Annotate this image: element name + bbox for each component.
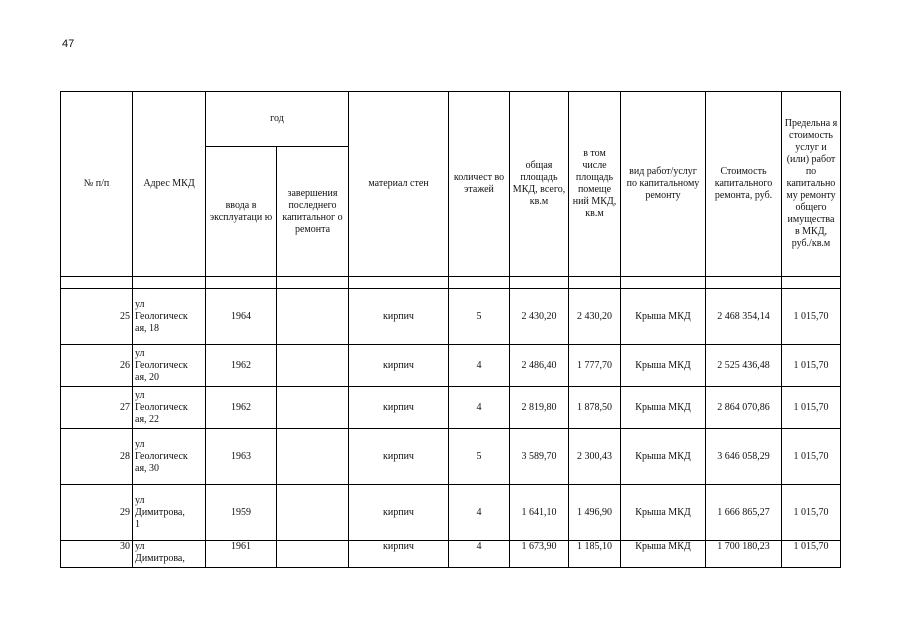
cell-floors: 4 [449, 345, 510, 387]
cell-num: 27 [61, 387, 133, 429]
cell-num: 30 [61, 541, 133, 568]
cell-work-type: Крыша МКД [621, 541, 706, 568]
repair-table [60, 91, 841, 568]
cell-floors: 4 [449, 485, 510, 541]
cell-material: кирпич [349, 429, 449, 485]
address-line: ая, 22 [135, 413, 160, 425]
cell-work-type: Крыша МКД [621, 485, 706, 541]
header-premises-area: в том числе площадь помеще ний МКД, кв.м [569, 92, 621, 277]
cell-max-cost: 1 015,70 [782, 289, 841, 345]
cell-year: 1962 [206, 387, 277, 429]
table-row [61, 429, 841, 485]
header-cost: Стоимость капитального ремонта, руб. [706, 92, 782, 277]
table-row [61, 485, 841, 541]
cell-address [133, 429, 206, 485]
header-row-1 [61, 92, 841, 147]
address-line: ая, 20 [135, 371, 160, 383]
cell-premises-area: 1 777,70 [569, 345, 621, 387]
cell-cost: 1 666 865,27 [706, 485, 782, 541]
cell-cost: 2 468 354,14 [706, 289, 782, 345]
cell-address [133, 387, 206, 429]
address-line: Димитрова, [135, 553, 185, 564]
header-year-built: ввода в эксплуатаци ю [206, 147, 277, 277]
address-line: ая, 18 [135, 322, 160, 334]
address-line: Геологическ [135, 359, 188, 371]
cell-year: 1964 [206, 289, 277, 345]
table-row [61, 289, 841, 345]
table-row [61, 345, 841, 387]
cell-floors: 4 [449, 541, 510, 568]
cell-work-type: Крыша МКД [621, 289, 706, 345]
cell-work-type: Крыша МКД [621, 387, 706, 429]
cell-floors: 4 [449, 387, 510, 429]
header-address: Адрес МКД [133, 92, 206, 277]
address-line: ул [135, 494, 145, 506]
cell-total-area: 2 819,80 [510, 387, 569, 429]
page-number: 47 [62, 38, 75, 50]
cell-premises-area: 2 430,20 [569, 289, 621, 345]
address-line: Геологическ [135, 310, 188, 322]
cell-repair [277, 345, 349, 387]
address-line: ая, 30 [135, 462, 160, 474]
cell-address [133, 541, 206, 568]
cell-material: кирпич [349, 387, 449, 429]
address-line: Димитрова, [135, 506, 185, 518]
address-line: Геологическ [135, 401, 188, 413]
cell-material: кирпич [349, 541, 449, 568]
cell-year: 1962 [206, 345, 277, 387]
header-num: № п/п [61, 92, 133, 277]
cell-premises-area: 1 878,50 [569, 387, 621, 429]
cell-work-type: Крыша МКД [621, 345, 706, 387]
address-line: ул [135, 389, 145, 401]
table-row [61, 541, 841, 568]
header-total-area: общая площадь МКД, всего, кв.м [510, 92, 569, 277]
cell-total-area: 2 430,20 [510, 289, 569, 345]
cell-premises-area: 1 496,90 [569, 485, 621, 541]
cell-repair [277, 541, 349, 568]
header-max-cost: Предельна я стоимость услуг и (или) работ по капитально му ремонту общего имущества в МКД, руб./кв.м [782, 92, 841, 277]
cell-address [133, 289, 206, 345]
cell-premises-area: 1 185,10 [569, 541, 621, 568]
cell-material: кирпич [349, 485, 449, 541]
cell-total-area: 2 486,40 [510, 345, 569, 387]
cell-material: кирпич [349, 289, 449, 345]
cell-num: 25 [61, 289, 133, 345]
header-year-group: год [206, 92, 349, 147]
cell-max-cost: 1 015,70 [782, 485, 841, 541]
cell-num: 26 [61, 345, 133, 387]
cell-premises-area: 2 300,43 [569, 429, 621, 485]
address-line: ул [135, 541, 145, 552]
address-line: ул [135, 298, 145, 310]
header-floors: количест во этажей [449, 92, 510, 277]
address-line: 1 [135, 518, 140, 530]
table-row [61, 387, 841, 429]
cell-cost: 2 864 070,86 [706, 387, 782, 429]
cell-max-cost: 1 015,70 [782, 345, 841, 387]
cell-repair [277, 289, 349, 345]
address-line: ул [135, 438, 145, 450]
address-line: Геологическ [135, 450, 188, 462]
cell-num: 28 [61, 429, 133, 485]
cell-year: 1959 [206, 485, 277, 541]
cell-material: кирпич [349, 345, 449, 387]
cell-max-cost: 1 015,70 [782, 429, 841, 485]
cell-address [133, 345, 206, 387]
cell-year: 1963 [206, 429, 277, 485]
cell-address [133, 485, 206, 541]
cell-work-type: Крыша МКД [621, 429, 706, 485]
cell-repair [277, 387, 349, 429]
cell-floors: 5 [449, 429, 510, 485]
cell-cost: 2 525 436,48 [706, 345, 782, 387]
cell-repair [277, 485, 349, 541]
header-year-repair: завершения последнего капитальног о ремонта [277, 147, 349, 277]
cell-total-area: 3 589,70 [510, 429, 569, 485]
address-line: ул [135, 347, 145, 359]
cell-total-area: 1 641,10 [510, 485, 569, 541]
header-work-type: вид работ/услуг по капитальному ремонту [621, 92, 706, 277]
cell-cost: 1 700 180,23 [706, 541, 782, 568]
spacer-row [61, 277, 841, 289]
cell-num: 29 [61, 485, 133, 541]
header-wall-material: материал стен [349, 92, 449, 277]
cell-total-area: 1 673,90 [510, 541, 569, 568]
cell-max-cost: 1 015,70 [782, 387, 841, 429]
cell-floors: 5 [449, 289, 510, 345]
cell-max-cost: 1 015,70 [782, 541, 841, 568]
cell-repair [277, 429, 349, 485]
cell-cost: 3 646 058,29 [706, 429, 782, 485]
cell-year: 1961 [206, 541, 277, 568]
